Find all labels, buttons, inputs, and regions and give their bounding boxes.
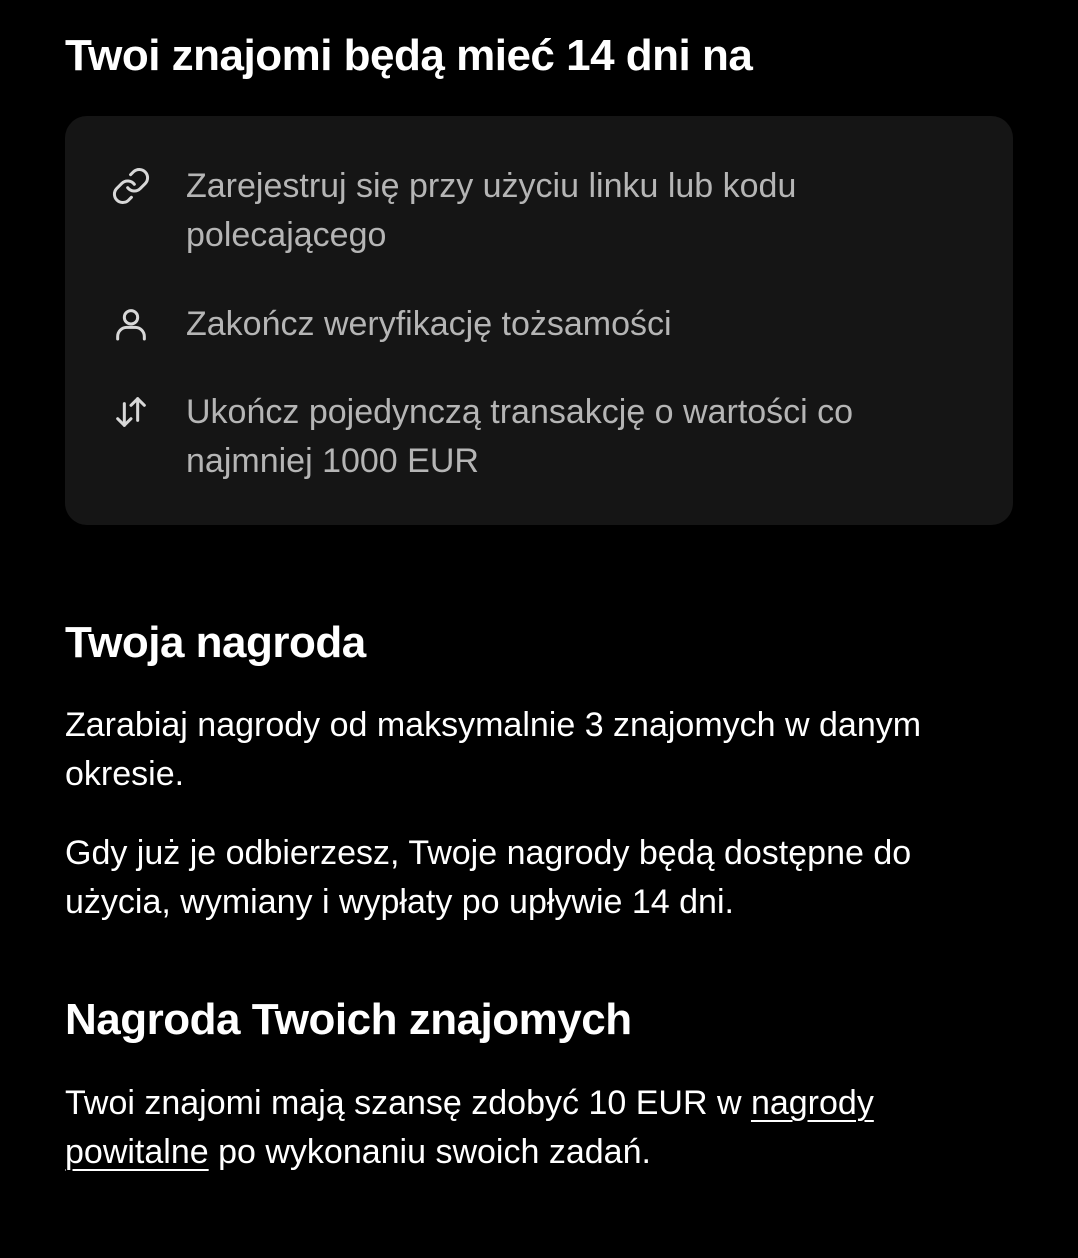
friends-reward-text-before: Twoi znajomi mają szansę zdobyć 10 EUR w <box>65 1084 751 1122</box>
your-reward-title: Twoja nagroda <box>65 618 366 667</box>
friends-reward-title: Nagroda Twoich znajomych <box>65 995 632 1044</box>
welcome-rewards-link[interactable]: nagrody powitalne <box>65 1084 874 1171</box>
friends-tasks-card <box>65 116 1013 525</box>
task-register <box>109 162 969 260</box>
friends-reward-text-after: po wykonaniu swoich zadań. <box>208 1133 651 1171</box>
link-icon <box>109 164 153 208</box>
task-transaction <box>109 388 969 486</box>
your-reward-paragraph-2: Gdy już je odbierzesz, Twoje nagrody będą dostępne do użycia, wymiany i wypłaty po upływie 14 dni. <box>65 834 912 921</box>
transfer-arrows-icon <box>109 390 153 434</box>
friends-tasks-title: Twoi znajomi będą mieć 14 dni na <box>65 31 753 80</box>
task-transaction-text: Ukończ pojedynczą transakcję o wartości co najmniej 1000 EUR <box>186 393 854 480</box>
task-register-text: Zarejestruj się przy użyciu linku lub kodu polecającego <box>186 167 797 254</box>
task-verify-text: Zakończ weryfikację tożsamości <box>186 305 672 343</box>
task-verify-identity <box>109 300 969 349</box>
your-reward-paragraph-1: Zarabiaj nagrody od maksymalnie 3 znajomych w danym okresie. <box>65 706 922 793</box>
user-icon <box>109 302 153 346</box>
friends-reward-paragraph <box>65 1079 1005 1177</box>
